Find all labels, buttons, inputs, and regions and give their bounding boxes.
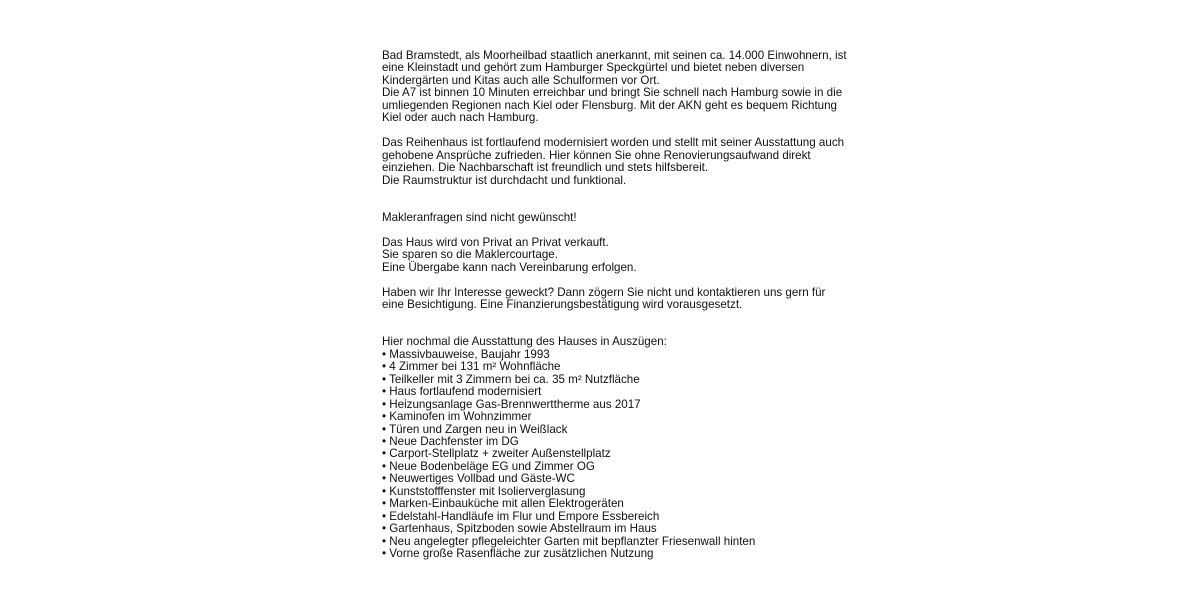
feature-item: • Kaminofen im Wohnzimmer — [382, 410, 532, 424]
text-line: Kindergärten und Kitas auch alle Schulformen vor Ort. — [382, 73, 660, 87]
feature-item: • Haus fortlaufend modernisiert — [382, 385, 542, 399]
feature-item: • Türen und Zargen neu in Weißlack — [382, 422, 568, 436]
text-line: Das Haus wird von Privat an Privat verkauft. — [382, 235, 609, 249]
text-line: Bad Bramstedt, als Moorheilbad staatlich anerkannt, mit seinen ca. 14.000 Einwohnern, ist — [382, 49, 847, 62]
feature-item: • Carport-Stellplatz + zweiter Außenstellplatz — [382, 447, 611, 461]
text-line: Die Raumstruktur ist durchdacht und funktional. — [382, 173, 627, 187]
feature-item: • Neu angelegter pflegeleichter Garten mit bepflanzter Friesenwall hinten — [382, 534, 756, 548]
feature-item: • Edelstahl-Handläufe im Flur und Empore Essbereich — [382, 509, 660, 523]
spacer — [382, 311, 822, 336]
feature-item: • Neue Bodenbeläge EG und Zimmer OG — [382, 459, 595, 473]
text-line: eine Besichtigung. Eine Finanzierungsbestätigung wird vorausgesetzt. — [382, 298, 743, 311]
feature-item: • Neue Dachfenster im DG — [382, 434, 519, 448]
spacer — [382, 274, 822, 286]
private-sale-paragraph — [382, 237, 822, 274]
text-line: Das Reihenhaus ist fortlaufend modernisiert worden und stellt mit seiner Ausstattung auch — [382, 136, 845, 150]
feature-item: • Kunststofffenster mit Isolierverglasung — [382, 484, 586, 498]
text-line: einziehen. Die Nachbarschaft ist freundlich und stets hilfsbereit. — [382, 161, 709, 175]
spacer — [382, 187, 822, 212]
feature-item: • Marken-Einbauküche mit allen Elektrogeräten — [382, 497, 624, 511]
features-heading: Hier nochmal die Ausstattung des Hauses in Auszügen: — [382, 335, 667, 349]
text-line: umliegenden Regionen nach Kiel oder Flensburg. Mit der AKN geht es bequem Richtung — [382, 98, 838, 112]
feature-item: • Neuwertiges Vollbad und Gäste-WC — [382, 472, 575, 486]
contact-paragraph — [382, 285, 826, 312]
text-line: gehobene Ansprüche zufrieden. Hier können Sie ohne Renovierungsaufwand direkt — [382, 148, 811, 162]
features-section — [382, 336, 822, 560]
spacer — [382, 224, 822, 236]
feature-item: • Teilkeller mit 3 Zimmern bei ca. 35 m² Nutzfläche — [382, 372, 640, 386]
text-line: Die A7 ist binnen 10 Minuten erreichbar und bringt Sie schnell nach Hamburg sowie in die — [382, 86, 843, 100]
no-agents-notice — [382, 212, 822, 224]
feature-item: • Heizungsanlage Gas-Brennwerttherme aus 2017 — [382, 397, 641, 411]
intro-paragraph — [382, 49, 847, 125]
text-line: Makleranfragen sind nicht gewünscht! — [382, 210, 577, 224]
text-line: Eine Übergabe kann nach Vereinbarung erfolgen. — [382, 260, 637, 274]
feature-item: • Massivbauweise, Baujahr 1993 — [382, 347, 550, 361]
text-line: Kiel oder auch nach Hamburg. — [382, 111, 539, 125]
house-paragraph — [382, 136, 845, 187]
feature-item: • Gartenhaus, Spitzboden sowie Abstellraum im Haus — [382, 522, 657, 536]
feature-item: • 4 Zimmer bei 131 m² Wohnfläche — [382, 360, 561, 374]
text-line: eine Kleinstadt und gehört zum Hamburger Speckgürtel und bietet neben diversen — [382, 61, 805, 75]
text-line: Haben wir Ihr Interesse geweckt? Dann zögern Sie nicht und kontaktieren uns gern für — [382, 285, 826, 299]
feature-item: • Vorne große Rasenfläche zur zusätzlichen Nutzung — [382, 547, 654, 561]
text-line: Sie sparen so die Maklercourtage. — [382, 248, 558, 262]
document-body — [382, 49, 847, 561]
